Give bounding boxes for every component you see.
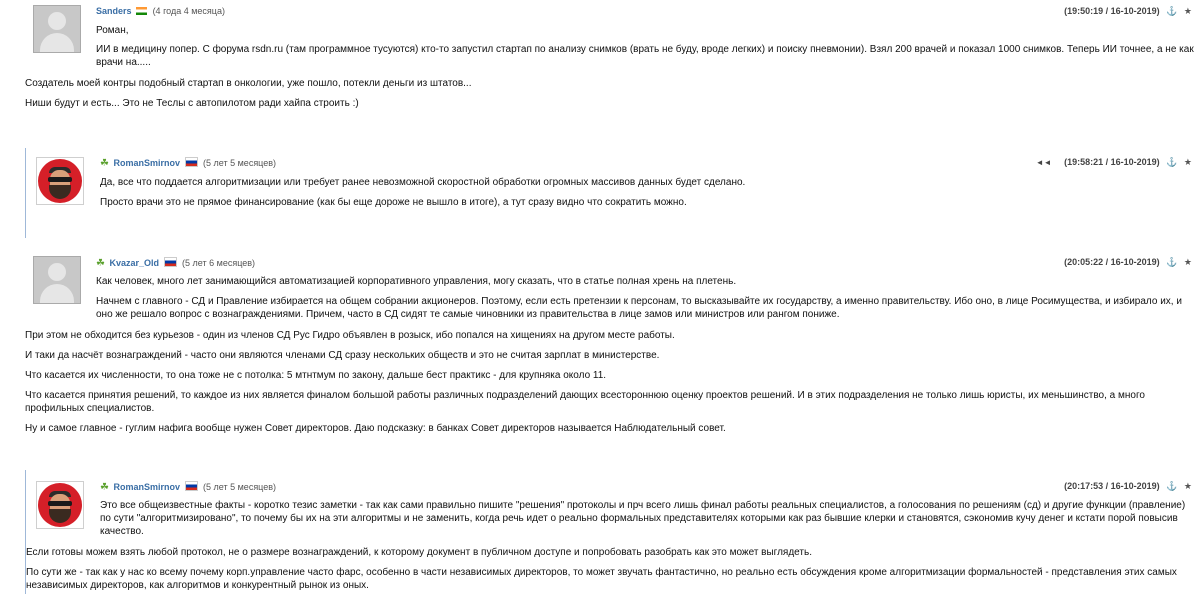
user-green-icon: ☘ <box>96 258 105 269</box>
member-age: (5 лет 5 месяцев) <box>203 158 277 168</box>
username-link[interactable]: Kvazar_Old <box>109 258 160 268</box>
comment-text: И таки да насчёт вознаграждений - часто они являются членами СД сразу нескольких обществ и это не считая зарплат в министерстве. <box>25 350 660 361</box>
timestamp-link[interactable]: (20:17:53 / 16-10-2019) <box>1064 481 1160 491</box>
comment-header <box>100 157 276 169</box>
comment-text: Ну и самое главное - гуглим нафига вообще нужен Совет директоров. Даю подсказку: в банках Совет директоров называется Наблюдательный совет. <box>25 423 726 434</box>
comment-header <box>96 257 255 269</box>
username-link[interactable]: RomanSmirnov <box>113 482 180 492</box>
star-icon[interactable]: ★ <box>1183 6 1192 16</box>
username-link[interactable]: RomanSmirnov <box>113 158 180 168</box>
comment-4-reply <box>25 470 1200 594</box>
comment-text: Начнем с главного - СД и Правление избирается на общем собрании акционеров. Поэтому, если есть претензии к персонам, то высказывайте их государству, а именно правительству. Ибо оно, в лице Росимущества, и избирало их, и оно же решало вопрос с вознаграждениями. Причем, часто в СД сидят те самые чиновники из правительства в лице замов или министров или рангом пониже. <box>96 296 1182 320</box>
comment-2-reply <box>25 148 1200 238</box>
comment-meta <box>1060 6 1192 17</box>
member-age: (5 лет 6 месяцев) <box>182 258 256 268</box>
flag-russia-icon <box>185 157 198 167</box>
reply-arrow-icon[interactable]: ◄◄ <box>1035 158 1052 167</box>
comment-3 <box>0 255 1200 455</box>
comment-text: Что касается принятия решений, то каждое из них является финалом большой работы различных подразделений дающих всестороннюю оценку проектов решений. И в этих подразделения не только лишь юристы, их меньшинство, а много профильных специалистов. <box>25 390 1145 414</box>
comment-text: Создатель моей контры подобный стартап в онкологии, уже пошло, потекли деньги из штатов... <box>25 78 472 89</box>
anchor-icon[interactable]: ⚓ <box>1166 481 1178 491</box>
star-icon[interactable]: ★ <box>1183 257 1192 267</box>
comment-header <box>96 6 225 16</box>
timestamp-link[interactable]: (19:50:19 / 16-10-2019) <box>1064 6 1160 16</box>
user-green-icon: ☘ <box>100 158 109 169</box>
comment-text: Если готовы можем взять любой протокол, не о размере вознаграждений, к которому документ в публичном доступе и попробовать разобрать как это может выглядеть. <box>26 547 812 558</box>
username-link[interactable]: Sanders <box>96 6 132 16</box>
comment-text: ИИ в медицину попер. С форума rsdn.ru (там программное тусуются) кто-то запустил стартап по анализу снимков (врать не буду, вроде легких) и поиску пневмонии). Взял 200 врачей и показал 1000 снимков. Теперь ИИ точнее, а не как врачи на..... <box>96 44 1194 68</box>
comment-text: Роман, <box>96 25 129 36</box>
comment-text: Что касается их численности, то она тоже не с потолка: 5 мтнтмум по закону, дальше бест практикс - для крупняка около 11. <box>25 370 607 381</box>
star-icon[interactable]: ★ <box>1183 481 1192 491</box>
flag-russia-icon <box>185 481 198 491</box>
timestamp-link[interactable]: (19:58:21 / 16-10-2019) <box>1064 157 1160 167</box>
anchor-icon[interactable]: ⚓ <box>1166 157 1178 167</box>
anchor-icon[interactable]: ⚓ <box>1166 257 1178 267</box>
user-green-icon: ☘ <box>100 482 109 493</box>
member-age: (4 года 4 месяца) <box>152 6 225 16</box>
comment-meta <box>1060 257 1192 268</box>
avatar-photo[interactable] <box>36 157 84 205</box>
comment-header <box>100 481 276 493</box>
comment-text: Это все общеизвестные факты - коротко тезис заметки - так как сами правильно пишите "решения" протоколы и прч всего лишь финал работы реальных специалистов, а голосования по решениям (сд) и другие функции (правление) по сути "алгоритмизировано", то почему бы их на эти алгоритмы и не заменить, когда речь идет о реально формальных представителях которыми как раз бывшие клерки и становятся, сэкономив кучу денег и кстати порой повысив качество. <box>100 500 1186 537</box>
flag-russia-icon <box>164 257 177 267</box>
star-icon[interactable]: ★ <box>1183 157 1192 167</box>
comment-text: Как человек, много лет занимающийся автоматизацией корпоративного управления, могу сказать, что в статье полная хрень на плетень. <box>96 276 737 287</box>
member-age: (5 лет 5 месяцев) <box>203 482 277 492</box>
comment-1 <box>0 0 1200 140</box>
comment-text: Ниши будут и есть... Это не Теслы с автопилотом ради хайпа строить :) <box>25 98 359 109</box>
timestamp-link[interactable]: (20:05:22 / 16-10-2019) <box>1064 257 1160 267</box>
avatar-placeholder[interactable] <box>33 5 81 53</box>
comment-text: По сути же - так как у нас ко всему почему корп.управление часто фарс, особенно в части независимых директоров, то может звучать фантастично, но реально есть обсуждения кроме алгоритмизации формальностей - представления этих самых независимых директоров, как алгоритмов и конкурентный рынок из оных. <box>26 567 1177 591</box>
comment-text: Просто врачи это не прямое финансирование (как бы еще дороже не вышло в итоге), а тут сразу видно что сократить можно. <box>100 197 687 208</box>
anchor-icon[interactable]: ⚓ <box>1166 6 1178 16</box>
flag-india-icon <box>136 7 147 15</box>
comment-meta <box>1032 157 1192 168</box>
avatar-placeholder[interactable] <box>33 256 81 304</box>
comment-text: При этом не обходится без курьезов - один из членов СД Рус Гидро объявлен в розыск, ибо попался на хищениях на другом месте работы. <box>25 330 675 341</box>
comment-text: Да, все что поддается алгоритмизации или требует ранее невозможной скоростной обработки огромных массивов данных будет сделано. <box>100 177 746 188</box>
avatar-photo[interactable] <box>36 481 84 529</box>
comment-meta <box>1060 481 1192 492</box>
